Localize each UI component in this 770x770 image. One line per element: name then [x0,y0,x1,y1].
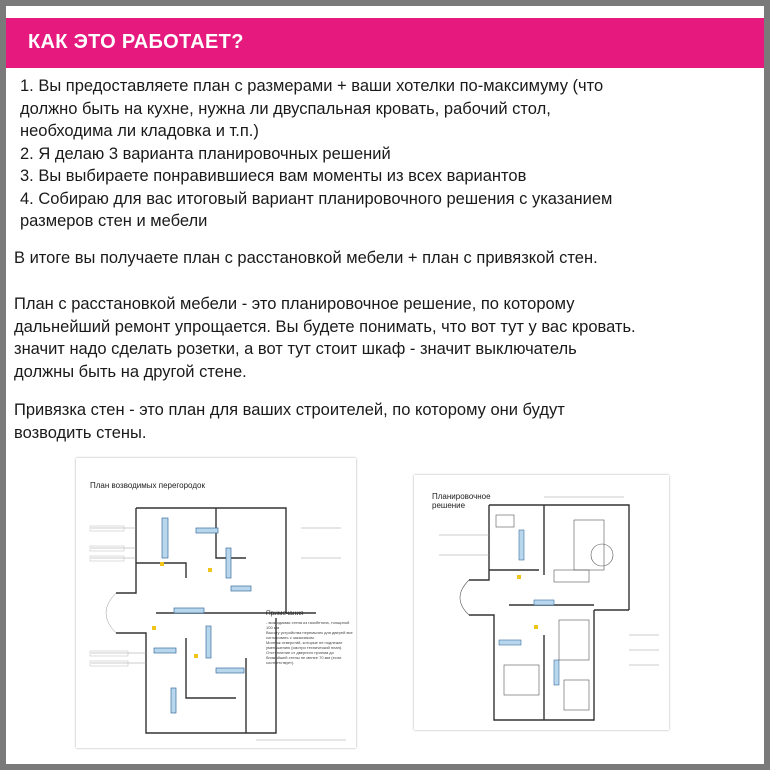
steps-line: 2. Я делаю 3 варианта планировочных решений [20,144,391,163]
walls-plan-title: План возводимых перегородок [90,481,205,490]
paragraph-line: В итоге вы получаете план с расстановкой мебели + план с привязкой стен. [14,249,598,267]
walls-plan-paragraph [14,399,759,444]
paragraph-line: План с расстановкой мебели - это планировочное решение, по которому [14,295,575,313]
header-banner [6,18,764,68]
walls-plan-notes [266,610,354,665]
steps-line: должно быть на кухне, нужна ли двуспальная кровать, рабочий стол, [20,99,551,118]
paragraph-line: возводить стены. [14,423,147,442]
page-title: КАК ЭТО РАБОТАЕТ? [28,31,244,53]
card [6,6,764,764]
furniture-plan-drawing [414,475,669,730]
notes-title: Примечания [266,610,304,617]
furniture-plan-title-line: решение [432,501,466,510]
paragraph-line: дальнейший ремонт упрощается. Вы будете понимать, что вот тут у вас кровать. [14,317,636,336]
furniture-plan-title [432,492,502,510]
furniture-plan-title-line: Планировочное [432,492,491,501]
paragraph-line: значит надо сделать розетки, а вот тут стоит шкаф - значит выключатель [14,340,577,358]
steps-line: 3. Вы выбираете понравившиеся вам моменты из всех вариантов [20,167,527,185]
steps-list [20,75,750,233]
result-paragraph [14,247,759,270]
furniture-plan-paragraph [14,293,759,383]
note-line: Отступление от дверного проема до ближайшей стены не менее 70 мм (если соответствует). [266,650,342,665]
steps-line: 1. Вы предоставляете план с размерами + ваши хотелки по-максимуму (что [20,77,604,95]
furniture-plan-image [414,475,669,730]
steps-line: 4. Собираю для вас итоговый вариант планировочного решения с указанием [20,189,613,208]
paragraph-line: Привязка стен - это план для ваших строителей, по которому они будут [14,401,565,419]
note-line: - возводимая стена из газобетона, толщиной 100 мм [266,620,350,630]
paragraph-line: должны быть на другой стене. [14,362,247,381]
note-line: Монтаж отверстий, которые не подлежат уменьшению (смотри технический план). [266,640,343,650]
walls-plan-image [76,458,356,748]
walls-plan-drawing [76,458,356,748]
note-line: Высоту устройства перемычек для дверей все согласовать с заказчиком. [266,630,353,640]
steps-line: размеров стен и мебели [20,212,208,230]
steps-line: необходима ли кладовка и т.п.) [20,122,259,140]
